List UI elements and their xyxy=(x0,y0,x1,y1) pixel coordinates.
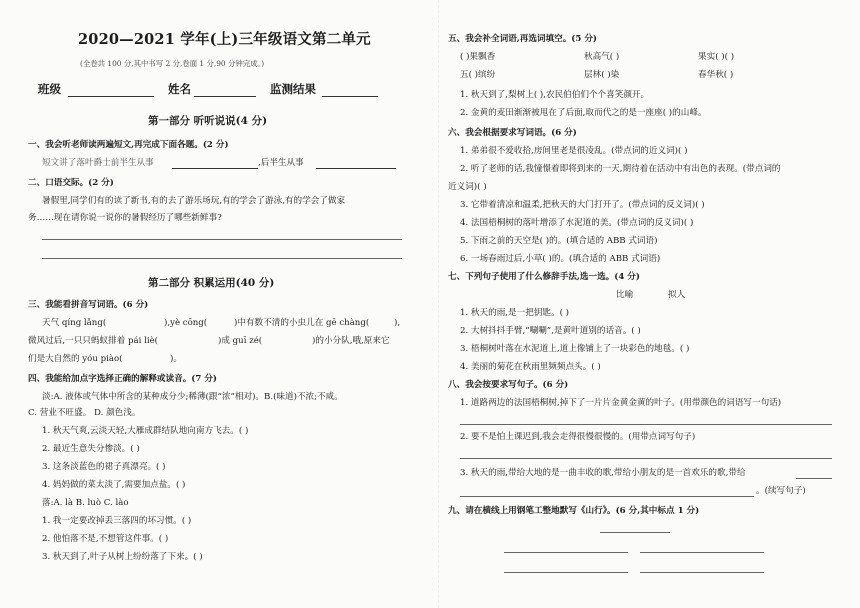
q7-option-personification: 拟人 xyxy=(668,290,686,300)
q8-answer-line-2[interactable] xyxy=(460,458,832,459)
q7-item: 3. 梧桐树叶落在水泥道上,道上像铺上了一块彩色的地毯。( ) xyxy=(460,344,690,354)
q1-line-end: ,后半生从事 xyxy=(258,158,304,168)
q9-poem-line-1[interactable] xyxy=(504,552,628,553)
q3-line1-c: )中有数不清的小虫儿在 gē chàng( xyxy=(234,318,370,328)
q1-blank-2[interactable] xyxy=(316,168,396,169)
q4-heading: 四、我能给加点字选择正确的解释或读音。(7 分) xyxy=(28,374,217,384)
q5-heading: 五、我会补全词语,再选词填空。(5 分) xyxy=(448,34,598,44)
q2-heading: 二、口语交际。(2 分) xyxy=(28,178,114,188)
exam-title: 2020—2021 学年(上)三年级语文第二单元 xyxy=(78,31,371,48)
q4-luo-options: 落:A. là B. luò C. lào xyxy=(42,498,129,508)
q8-sentence-3a: 3. 秋天的雨,带给大地的是一曲丰收的歌,带给小朋友的是一首欢乐的歌,带给 xyxy=(460,468,746,478)
q8-sentence-1: 1. 道路两边的法国梧桐树,掉下了一片片金黄金黄的叶子。(用带颜色的词语写一句话) xyxy=(460,398,782,408)
q4-item2: 1. 我一定要改掉丢三落四的坏习惯。( ) xyxy=(42,516,192,526)
q4-item2: 3. 秋天到了,叶子从树上纷纷落了下来。( ) xyxy=(42,552,203,562)
q7-heading: 七、下列句子使用了什么修辞手法,选一选。(4 分) xyxy=(448,272,640,282)
q8-answer-line-3[interactable] xyxy=(460,496,754,497)
q2-answer-line-2[interactable] xyxy=(42,258,402,259)
q7-option-simile: 比喻 xyxy=(616,290,634,300)
q3-line1-a: 天气 qíng lǎng( xyxy=(42,318,107,328)
q1-blank-1[interactable] xyxy=(172,168,258,169)
q1-line: 短文讲了落叶爵士前半生从事 xyxy=(42,158,154,168)
q3-line2-b: )成 guī zé( xyxy=(218,336,263,346)
q4-definition-1: 淡:A. 液体或气体中所含的某种成分少;稀薄(跟“浓”相对)。B.(味道)不浓;不咸。 xyxy=(42,392,343,402)
q5-sentence-2: 2. 金黄的麦田渐渐被甩在了后面,取而代之的是一座座( )的山峰。 xyxy=(460,108,707,118)
q5-word: ( )果飘香 xyxy=(460,52,496,62)
q4-item: 4. 妈妈做的菜太淡了,需要加点盐。( ) xyxy=(42,480,186,490)
q6-item: 6. 一场春雨过后,小草( )的。(填合适的 ABB 式词语) xyxy=(460,254,661,264)
q4-item2: 2. 他怕落不是,不想管这件事。( ) xyxy=(42,534,169,544)
q8-heading: 八、我会按要求写句子。(6 分) xyxy=(448,380,569,390)
q3-line1-d: ), xyxy=(394,318,401,328)
q5-word: 层林( )染 xyxy=(584,70,620,80)
q1-heading: 一、我会听老师读两遍短文,再完成下面各题。(2 分) xyxy=(28,140,229,150)
q2-paragraph-1: 暑假里,同学们有的读了新书,有的去了游乐场玩,有的学会了游泳,有的学会了做家 xyxy=(42,196,346,206)
q7-item: 2. 大树抖抖手臂,“唰唰”,是黄叶道别的话音。( ) xyxy=(460,326,641,336)
column-divider xyxy=(438,0,439,608)
q3-line1-b: ),yè cōng( xyxy=(164,318,208,328)
q7-item: 1. 秋天的雨,是一把钥匙。( ) xyxy=(460,308,570,318)
q3-line2-c: )的小分队,哦,原来它 xyxy=(312,336,390,346)
part1-title: 第一部分 听听说说(4 分) xyxy=(148,115,268,127)
q9-poem-line-4[interactable] xyxy=(640,572,764,573)
q6-item: 5. 下雨之前的天空是( )的。(填合适的 ABB 式词语) xyxy=(460,236,658,246)
q5-sentence-1: 1. 秋天到了,梨树上( ),农民伯伯们个个喜笑颜开。 xyxy=(460,90,650,100)
q9-title-line[interactable] xyxy=(600,532,670,533)
q9-poem-line-2[interactable] xyxy=(640,552,764,553)
name-label: 姓名 xyxy=(168,82,191,96)
q6-item: 1. 弟弟很不爱收拾,房间里老是很凌乱。(带点词的近义词)( ) xyxy=(460,146,688,156)
q6-item: 近义词)( ) xyxy=(448,182,487,192)
q4-item: 3. 这条淡蓝色的裙子真漂亮。( ) xyxy=(42,462,166,472)
q5-word: 五( )缤纷 xyxy=(460,70,496,80)
q4-item: 2. 最近生意失分惨淡。( ) xyxy=(42,444,140,454)
q8-blank-inline[interactable] xyxy=(796,478,832,479)
q4-definition-2: C. 营业不旺盛。 D. 颜色浅。 xyxy=(28,408,141,418)
q5-word: 秋高气( ) xyxy=(584,52,620,62)
result-label: 监测结果 xyxy=(270,82,316,96)
q3-heading: 三、我能看拼音写词语。(6 分) xyxy=(28,300,149,310)
q6-item: 3. 它带着清凉和温柔,把秋天的大门打开了。(带点词的反义词)( ) xyxy=(460,200,705,210)
result-field[interactable] xyxy=(322,96,378,97)
q6-heading: 六、我会根据要求写词语。(6 分) xyxy=(448,128,577,138)
q3-line3-a: 们是大自然的 yóu piào( xyxy=(28,354,123,364)
q6-item: 4. 法国梧桐树的落叶增添了水泥道的美。(带点词的反义词)( ) xyxy=(460,218,694,228)
exam-note: (全卷共 100 分,其中书写 2 分,卷面 1 分,90 分钟完成。) xyxy=(80,59,265,68)
q8-answer-line-1[interactable] xyxy=(460,424,832,425)
q6-item: 2. 听了老师的话,我憧憬着即将到来的一天,期待着在活动中有出色的表现。(带点词的 xyxy=(460,164,781,174)
q8-sentence-3b: 。(续写句子) xyxy=(756,486,806,496)
q9-heading: 九、请在横线上用钢笔工整地默写《山行》。(6 分,其中标点 1 分) xyxy=(448,506,700,516)
class-label: 班级 xyxy=(38,82,61,96)
part2-title: 第二部分 积累运用(40 分) xyxy=(148,277,275,289)
q8-sentence-2: 2. 要不是怕上课迟到,我会走得很慢很慢的。(用带点词写句子) xyxy=(460,432,696,442)
q2-paragraph-2: 务……现在请你说一说你的暑假经历了哪些新鲜事? xyxy=(28,213,222,223)
q2-answer-line-1[interactable] xyxy=(42,239,402,240)
name-field[interactable] xyxy=(194,96,256,97)
q5-word: 果实( )( ) xyxy=(698,52,735,62)
q3-line3-b: )。 xyxy=(170,354,182,364)
q4-item: 1. 秋天气爽,云淡天轻,大雁成群结队地向南方飞去。( ) xyxy=(42,426,249,436)
class-field[interactable] xyxy=(68,96,154,97)
q3-line2-a: 微风过后,一只只蚂蚁排着 pái liè( xyxy=(28,336,159,346)
q7-item: 4. 美丽的菊花在秋雨里频频点头。( ) xyxy=(460,362,601,372)
q5-word: 春华秋( ) xyxy=(698,70,734,80)
q9-poem-line-3[interactable] xyxy=(504,572,628,573)
